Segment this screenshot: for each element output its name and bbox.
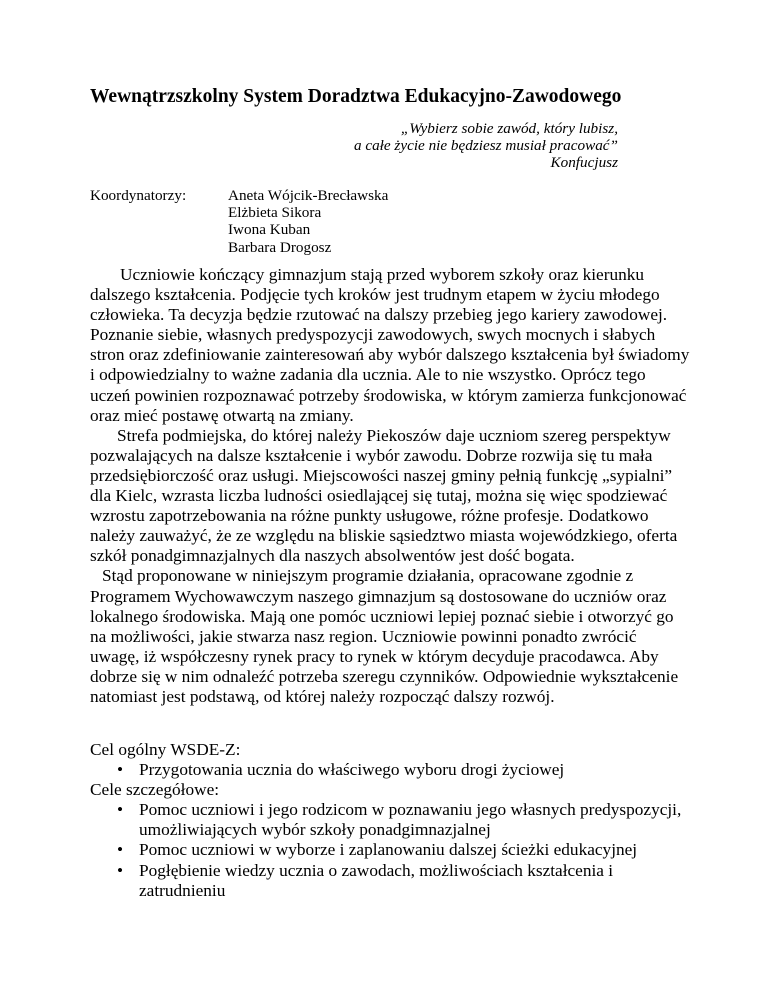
list-item-text: Pomoc uczniowi i jego rodzicom w poznawaniu jego własnych predyspozycji, umożliwiających wybór szkoły ponadgimnazjalnej <box>139 800 682 840</box>
general-goal-list <box>90 760 690 780</box>
bullet-icon: • <box>117 860 124 880</box>
paragraph: Strefa podmiejska, do której należy Piekoszów daje uczniom szereg perspektyw pozwalających na dalsze kształcenie i wybór zawodu. Dobrze rozwija się tu mała przedsiębiorczość oraz usługi. Miejscowości naszej gminy pełnią funkcję „sypialni” dla Kielc, wzrasta liczba ludności osiedlającej się tutaj, można się więc spodziewać wzrostu zapotrzebowania na różne punkty usługowe, różne profesje. Dodatkowo należy zauważyć, że ze względu na bliskie sąsiedztwo miasta wojewódzkiego, oferta szkół ponadgimnazjalnych dla naszych absolwentów jest dość bogata. <box>90 425 678 566</box>
list-item-text: Przygotowania ucznia do właściwego wyboru drogi życiowej <box>139 760 565 780</box>
paragraph: Stąd proponowane w niniejszym programie działania, opracowane zgodnie z Programem Wychowawczym naszego gimnazjum są dostosowane do uczniów oraz lokalnego środowiska. Mają one pomóc uczniowi lepiej poznać siebie i otworzyć go na możliwości, jakie stwarza nasz region. Uczniowie powinni ponadto zwrócić uwagę, iż współczesny rynek pracy to rynek w którym decyduje pracodawca. Aby dobrze się w nim odnaleźć potrzeba szeregu czynników. Odpowiednie wykształcenie natomiast jest podstawą, od której należy rozpocząć dalszy rozwój. <box>90 566 679 706</box>
bullet-icon: • <box>117 800 124 820</box>
coordinator-name: Elżbieta Sikora <box>228 204 322 222</box>
quote-author: Konfucjusz <box>550 154 618 171</box>
list-item-text: Pogłębienie wiedzy ucznia o zawodach, możliwościach kształcenia i zatrudnieniu <box>139 860 614 900</box>
coordinators-label: Koordynatorzy: <box>90 187 187 204</box>
coordinator-name: Barbara Drogosz <box>228 238 332 256</box>
list-item-text: Pomoc uczniowi w wyborze i zaplanowaniu dalszej ścieżki edukacyjnej <box>139 840 638 860</box>
list-item <box>90 800 690 840</box>
epigraph-quote <box>354 120 618 171</box>
specific-goals-list <box>90 800 690 900</box>
quote-line: a całe życie nie będziesz musiał pracować” <box>353 137 618 154</box>
body-text <box>90 265 690 707</box>
goals-section <box>90 740 690 901</box>
specific-goals-label: Cele szczegółowe: <box>90 780 220 800</box>
coordinator-name: Aneta Wójcik-Brecławska <box>228 187 389 204</box>
quote-line: „Wybierz sobie zawód, który lubisz, <box>400 120 618 137</box>
bullet-icon: • <box>117 760 124 780</box>
list-item <box>90 760 690 780</box>
general-goal-label: Cel ogólny WSDE-Z: <box>90 740 241 759</box>
bullet-icon: • <box>117 840 124 860</box>
list-item <box>90 840 690 860</box>
document-title: Wewnątrzszkolny System Doradztwa Edukacyjno-Zawodowego <box>90 86 622 107</box>
coordinator-name: Iwona Kuban <box>228 221 311 239</box>
list-item <box>90 861 690 901</box>
coordinators-list <box>228 187 388 256</box>
paragraph: Uczniowie kończący gimnazjum stają przed wyborem szkoły oraz kierunku dalszego kształcenia. Podjęcie tych kroków jest trudnym etapem w życiu młodego człowieka. Ta decyzja będzie rzutować na dalszy przebieg jego kariery zawodowej. Poznanie siebie, własnych predyspozycji zawodowych, swych mocnych i słabych stron oraz zdefiniowanie zainteresowań aby wybór dalszego kształcenia był świadomy i odpowiedzialny to ważne zadania dla ucznia. Ale to nie wszystko. Oprócz tego uczeń powinien rozpoznawać potrzeby środowiska, w którym zamierza funkcjonować oraz mieć postawę otwartą na zmiany. <box>90 265 690 425</box>
